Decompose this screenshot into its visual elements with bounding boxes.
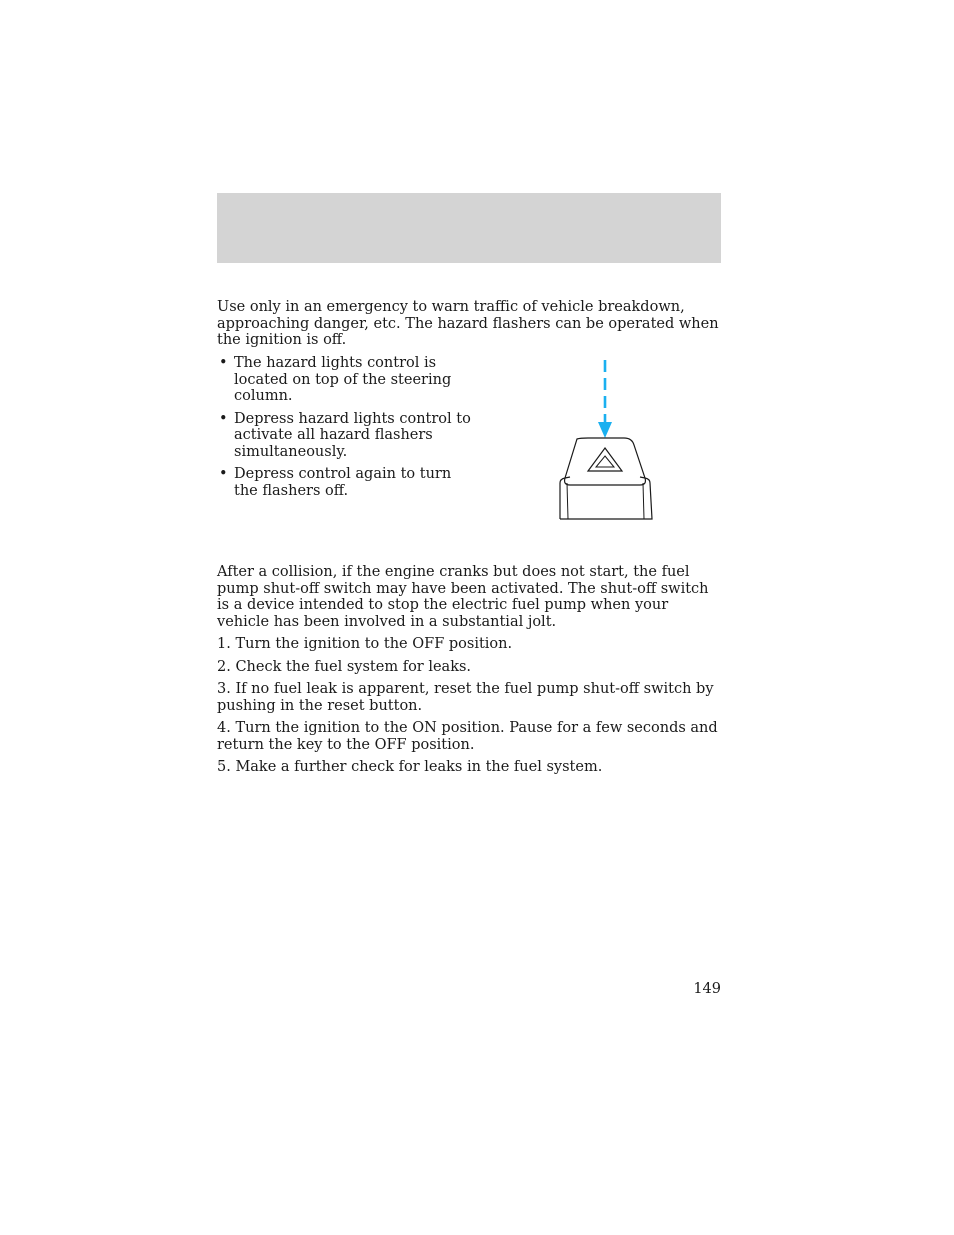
switch-button [565,438,646,485]
bullet-text: Depress hazard lights control to activate all hazard flashers simultaneously. [234,410,471,460]
page-number: 149 [693,981,721,997]
bullet-icon: • [219,410,228,427]
list-item: 5. Make a further check for leaks in the fuel system. [217,759,603,775]
list-item [217,411,477,461]
arrow-head [598,422,612,438]
bullet-text: Depress control again to turn the flashers off. [234,466,452,499]
bullet-icon: • [219,466,228,482]
list-item [217,355,477,405]
list-item: 1. Turn the ignition to the OFF position. [217,636,513,652]
hazard-intro-paragraph: Use only in an emergency to warn traffic of vehicle breakdown, approaching danger, etc. The hazard flashers can be operated when the ignition is off. [217,299,719,348]
list-item [217,466,477,499]
housing-right-inner-edge [643,483,644,519]
bullet-icon: • [219,355,228,371]
housing-left-inner-edge [567,483,568,519]
fuel-pump-intro-paragraph: After a collision, if the engine cranks but does not start, the fuel pump shut-off switch may have been activated. The shut-off switch is a device intended to stop the electric fuel pump when your vehicle has been involved in a substantial jolt. [217,564,709,630]
list-item: 3. If no fuel leak is apparent, reset the fuel pump shut-off switch by pushing in the reset button. [217,681,714,714]
section-header-band [217,193,721,263]
list-item: 2. Check the fuel system for leaks. [217,658,472,675]
hazard-bullet-list [217,355,477,505]
fuel-pump-steps-list [217,636,721,782]
list-item: 4. Turn the ignition to the ON position. Pause for a few seconds and return the key to the OFF position. [217,720,718,753]
hazard-switch-illustration [548,355,663,525]
bullet-text: The hazard lights control is located on top of the steering column. [234,355,452,404]
hazard-switch-icon [548,355,663,525]
